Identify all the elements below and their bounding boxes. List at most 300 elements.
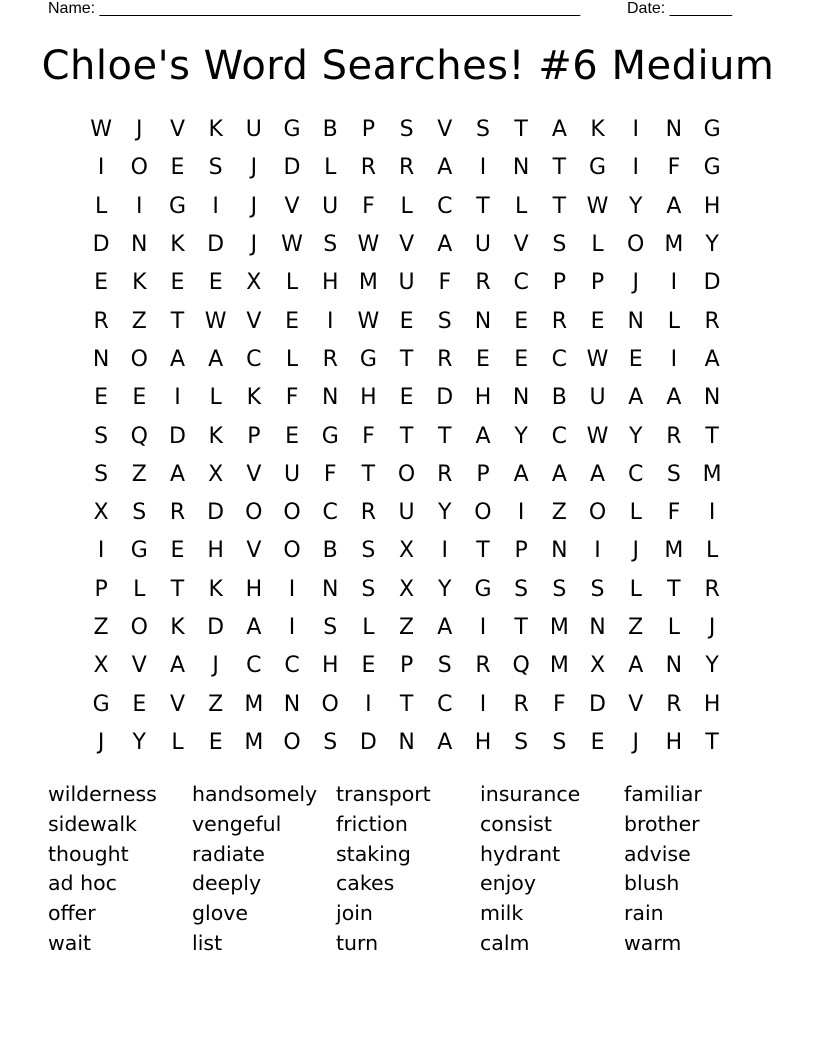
grid-letter: V xyxy=(437,117,453,143)
grid-row xyxy=(82,532,732,570)
grid-letter: E xyxy=(361,653,376,679)
grid-letter: K xyxy=(208,117,223,143)
grid-letter: U xyxy=(245,117,262,143)
grid-letter: A xyxy=(551,461,567,487)
grid-letter: Y xyxy=(438,576,452,602)
grid-letter: E xyxy=(628,346,643,372)
grid-letter: U xyxy=(398,270,415,296)
grid-letter: H xyxy=(703,193,721,219)
grid-letter: C xyxy=(551,423,568,449)
grid-row xyxy=(82,302,732,340)
grid-letter: T xyxy=(476,193,490,219)
grid-letter: M xyxy=(664,538,684,564)
grid-letter: R xyxy=(322,346,338,372)
grid-row xyxy=(82,724,732,762)
grid-letter: L xyxy=(591,232,604,258)
grid-letter: A xyxy=(246,615,262,640)
word-list-item: milk xyxy=(480,901,524,926)
grid-letter: K xyxy=(170,615,185,640)
grid-letter: D xyxy=(207,615,225,640)
grid-letter: S xyxy=(552,729,567,755)
grid-letter: H xyxy=(245,576,263,602)
grid-letter: V xyxy=(169,117,185,143)
grid-letter: M xyxy=(549,615,569,640)
grid-letter: Z xyxy=(93,615,109,640)
grid-letter: I xyxy=(97,155,105,181)
grid-letter: F xyxy=(438,270,452,296)
grid-letter: E xyxy=(285,308,299,334)
grid-letter: R xyxy=(475,653,491,679)
word-list-item: consist xyxy=(480,811,552,836)
grid-letter: G xyxy=(474,576,492,602)
word-list-item: vengeful xyxy=(192,811,282,836)
grid-letter: L xyxy=(171,729,184,755)
grid-letter: U xyxy=(283,461,301,487)
grid-letter: H xyxy=(703,691,721,717)
grid-letter: X xyxy=(93,500,109,526)
grid-letter: R xyxy=(666,691,682,717)
grid-letter: H xyxy=(207,538,224,564)
grid-letter: F xyxy=(667,500,681,526)
grid-letter: N xyxy=(512,385,530,411)
grid-letter: N xyxy=(512,155,530,181)
grid-letter: N xyxy=(703,385,721,411)
grid-letter: I xyxy=(288,615,296,640)
grid-letter: Y xyxy=(628,423,643,449)
word-list-item: blush xyxy=(624,871,680,896)
grid-letter: V xyxy=(246,308,262,334)
grid-letter: N xyxy=(551,538,568,564)
grid-letter: A xyxy=(513,461,529,487)
grid-letter: R xyxy=(437,461,453,487)
word-list-item: wait xyxy=(48,930,92,955)
grid-letter: K xyxy=(208,423,223,449)
grid-letter: A xyxy=(437,232,453,258)
grid-letter: U xyxy=(474,232,492,258)
grid-letter: F xyxy=(362,193,375,219)
grid-letter: G xyxy=(321,423,339,449)
word-list-item: turn xyxy=(336,930,379,955)
grid-letter: E xyxy=(208,729,223,755)
grid-letter: N xyxy=(665,653,683,679)
grid-letter: W xyxy=(586,346,609,372)
grid-letter: L xyxy=(705,538,719,564)
grid-letter: S xyxy=(94,423,109,449)
grid-letter: C xyxy=(246,653,262,679)
grid-letter: G xyxy=(283,117,301,143)
grid-letter: R xyxy=(437,346,453,372)
grid-letter: U xyxy=(589,385,606,411)
grid-letter: T xyxy=(552,193,567,219)
grid-letter: L xyxy=(629,500,642,526)
grid-letter: C xyxy=(437,193,453,219)
grid-letter: L xyxy=(133,576,146,602)
grid-letter: Y xyxy=(628,193,643,219)
grid-letter: J xyxy=(250,155,258,181)
grid-letter: T xyxy=(399,346,414,372)
grid-letter: N xyxy=(92,346,110,372)
grid-letter: S xyxy=(475,117,490,143)
grid-letter: I xyxy=(326,308,334,334)
grid-letter: L xyxy=(285,346,299,372)
grid-letter: C xyxy=(628,461,644,487)
grid-letter: Z xyxy=(131,308,147,334)
word-list-item: friction xyxy=(336,811,408,836)
grid-letter: T xyxy=(514,615,528,640)
grid-row xyxy=(82,188,732,226)
grid-letter: S xyxy=(361,576,376,602)
grid-letter: K xyxy=(246,385,262,411)
grid-letter: T xyxy=(361,461,376,487)
grid-letter: I xyxy=(670,346,678,372)
grid-row xyxy=(82,609,732,647)
grid-letter: P xyxy=(514,538,528,564)
grid-letter: A xyxy=(628,653,644,679)
grid-letter: F xyxy=(362,423,375,449)
grid-letter: E xyxy=(514,346,529,372)
grid-letter: E xyxy=(132,385,147,411)
grid-letter: R xyxy=(513,691,529,717)
grid-letter: D xyxy=(207,232,225,258)
grid-letter: S xyxy=(208,155,223,181)
grid-letter: L xyxy=(515,193,528,219)
grid-letter: Z xyxy=(628,615,644,640)
grid-letter: O xyxy=(283,729,301,755)
word-column xyxy=(48,780,192,959)
grid-letter: S xyxy=(323,615,338,640)
date-field[interactable]: Date: _______ xyxy=(627,0,732,17)
grid-letter: N xyxy=(131,232,148,258)
grid-letter: G xyxy=(703,155,721,181)
grid-letter: A xyxy=(208,346,224,372)
grid-letter: Z xyxy=(399,615,415,640)
grid-letter: I xyxy=(708,500,716,526)
grid-letter: P xyxy=(94,576,108,602)
grid-letter: I xyxy=(174,385,181,411)
grid-letter: V xyxy=(131,653,147,679)
grid-letter: S xyxy=(590,576,605,602)
grid-letter: K xyxy=(170,232,185,258)
grid-letter: G xyxy=(703,117,721,143)
grid-letter: R xyxy=(475,270,491,296)
grid-letter: S xyxy=(666,461,681,487)
grid-row xyxy=(82,226,732,264)
grid-letter: O xyxy=(474,500,492,526)
grid-letter: D xyxy=(703,270,721,296)
grid-letter: G xyxy=(359,346,377,372)
grid-letter: W xyxy=(586,193,609,219)
letter-grid xyxy=(82,111,732,762)
word-list-item: join xyxy=(336,901,373,926)
grid-letter: F xyxy=(323,461,337,487)
grid-letter: M xyxy=(244,691,264,717)
grid-letter: Y xyxy=(438,500,452,526)
grid-letter: I xyxy=(670,270,678,296)
grid-letter: J xyxy=(632,270,639,296)
grid-letter: S xyxy=(361,538,376,564)
word-list-item: list xyxy=(192,930,223,955)
word-list-item: staking xyxy=(336,841,411,866)
grid-row xyxy=(82,341,732,379)
grid-letter: I xyxy=(594,538,601,564)
grid-letter: A xyxy=(666,193,682,219)
grid-letter: S xyxy=(514,729,529,755)
grid-letter: L xyxy=(362,615,375,640)
grid-letter: O xyxy=(130,615,148,640)
grid-letter: S xyxy=(437,653,452,679)
grid-letter: X xyxy=(399,576,415,602)
word-list-item: advise xyxy=(624,841,691,866)
grid-letter: S xyxy=(132,500,147,526)
word-list-item: radiate xyxy=(192,841,265,866)
word-list-item: brother xyxy=(624,811,700,836)
grid-letter: H xyxy=(474,385,492,411)
word-list-item: insurance xyxy=(480,782,581,806)
grid-row xyxy=(82,685,732,723)
grid-letter: G xyxy=(130,538,148,564)
grid-letter: I xyxy=(136,193,143,219)
grid-letter: Z xyxy=(551,500,567,526)
grid-letter: Q xyxy=(130,423,148,449)
grid-letter: O xyxy=(130,155,148,181)
grid-row xyxy=(82,379,732,417)
word-list-item: deeply xyxy=(192,871,262,896)
grid-letter: T xyxy=(476,538,490,564)
grid-letter: L xyxy=(400,193,413,219)
grid-letter: L xyxy=(667,615,681,640)
grid-letter: V xyxy=(169,691,185,717)
grid-letter: D xyxy=(207,500,225,526)
grid-letter: R xyxy=(704,576,720,602)
word-list-item: glove xyxy=(192,901,248,926)
grid-letter: B xyxy=(322,538,338,564)
word-list-item: hydrant xyxy=(480,841,561,866)
grid-letter: N xyxy=(321,385,339,411)
word-list-item: transport xyxy=(336,782,431,806)
header-fields xyxy=(48,0,748,20)
word-list-item: familiar xyxy=(624,782,702,806)
grid-letter: A xyxy=(437,615,453,640)
grid-letter: S xyxy=(94,461,109,487)
grid-letter: V xyxy=(246,461,262,487)
grid-letter: I xyxy=(479,691,487,717)
word-list-item: cakes xyxy=(336,871,395,896)
grid-letter: F xyxy=(553,691,566,717)
grid-letter: P xyxy=(247,423,261,449)
grid-letter: Y xyxy=(132,729,146,755)
grid-letter: D xyxy=(589,691,606,717)
grid-letter: Z xyxy=(131,461,147,487)
grid-letter: R xyxy=(398,155,415,181)
grid-letter: O xyxy=(397,461,416,487)
grid-letter: C xyxy=(246,346,262,372)
grid-letter: W xyxy=(357,308,380,334)
word-list-item: sidewalk xyxy=(48,811,137,836)
grid-letter: R xyxy=(169,500,186,526)
grid-letter: L xyxy=(209,385,222,411)
grid-row xyxy=(82,417,732,455)
grid-letter: S xyxy=(399,117,414,143)
grid-letter: M xyxy=(358,270,378,296)
grid-letter: E xyxy=(170,155,185,181)
grid-letter: H xyxy=(321,270,339,296)
grid-letter: P xyxy=(476,461,490,487)
grid-letter: O xyxy=(283,500,301,526)
grid-letter: S xyxy=(323,729,338,755)
word-column xyxy=(192,780,336,959)
grid-letter: I xyxy=(517,500,525,526)
word-list-item: calm xyxy=(480,930,530,955)
grid-letter: Q xyxy=(512,653,530,679)
grid-letter: A xyxy=(666,385,682,411)
grid-letter: E xyxy=(170,270,185,296)
grid-letter: S xyxy=(514,576,529,602)
grid-letter: I xyxy=(288,576,296,602)
grid-letter: G xyxy=(168,193,186,219)
grid-letter: I xyxy=(632,117,639,143)
grid-letter: C xyxy=(322,500,338,526)
grid-letter: D xyxy=(436,385,454,411)
grid-letter: M xyxy=(244,729,264,755)
grid-row xyxy=(82,494,732,532)
grid-letter: U xyxy=(322,193,339,219)
grid-letter: F xyxy=(667,155,681,181)
grid-letter: I xyxy=(97,538,105,564)
grid-letter: E xyxy=(514,308,529,334)
grid-letter: A xyxy=(551,117,567,143)
grid-letter: A xyxy=(475,423,491,449)
grid-letter: R xyxy=(551,308,567,334)
grid-letter: V xyxy=(513,232,529,258)
grid-letter: Y xyxy=(705,232,719,258)
grid-row xyxy=(82,149,732,187)
grid-letter: T xyxy=(438,423,452,449)
grid-row xyxy=(82,111,732,149)
word-list-item: thought xyxy=(48,841,129,866)
grid-letter: T xyxy=(705,729,719,755)
grid-letter: H xyxy=(321,653,339,679)
grid-letter: X xyxy=(589,653,606,679)
grid-letter: T xyxy=(667,576,681,602)
grid-letter: E xyxy=(590,729,605,755)
grid-letter: A xyxy=(437,155,453,181)
grid-letter: S xyxy=(552,232,567,258)
grid-letter: I xyxy=(365,691,372,717)
grid-letter: N xyxy=(398,729,415,755)
grid-letter: W xyxy=(204,308,227,334)
grid-letter: E xyxy=(132,691,147,717)
grid-letter: P xyxy=(590,270,605,296)
grid-letter: T xyxy=(514,117,528,143)
grid-letter: C xyxy=(437,691,453,717)
grid-letter: K xyxy=(132,270,147,296)
grid-letter: L xyxy=(667,308,681,334)
grid-letter: S xyxy=(552,576,567,602)
grid-letter: B xyxy=(322,117,338,143)
grid-letter: G xyxy=(92,691,110,717)
grid-letter: C xyxy=(513,270,529,296)
grid-letter: W xyxy=(357,232,380,258)
grid-row xyxy=(82,571,732,609)
grid-letter: Z xyxy=(208,691,224,717)
grid-letter: T xyxy=(552,155,567,181)
grid-letter: E xyxy=(208,270,223,296)
grid-letter: I xyxy=(479,155,487,181)
name-field[interactable]: Name: ______________________________________________________ xyxy=(48,0,581,17)
grid-letter: O xyxy=(130,346,148,372)
grid-letter: X xyxy=(399,538,415,564)
grid-letter: B xyxy=(551,385,567,411)
grid-letter: T xyxy=(399,691,414,717)
grid-letter: O xyxy=(283,538,301,564)
grid-letter: T xyxy=(170,576,185,602)
word-list-item: rain xyxy=(624,901,664,926)
grid-letter: D xyxy=(283,155,301,181)
grid-letter: W xyxy=(586,423,609,449)
grid-letter: L xyxy=(324,155,337,181)
grid-letter: E xyxy=(476,346,490,372)
grid-letter: A xyxy=(169,461,185,487)
word-list xyxy=(48,780,768,959)
grid-letter: P xyxy=(552,270,566,296)
grid-row xyxy=(82,264,732,302)
grid-letter: E xyxy=(94,270,109,296)
grid-letter: K xyxy=(208,576,223,602)
word-column xyxy=(480,780,624,959)
grid-letter: A xyxy=(437,729,453,755)
grid-letter: P xyxy=(399,653,414,679)
grid-letter: N xyxy=(589,615,606,640)
grid-letter: X xyxy=(246,270,262,296)
grid-row xyxy=(82,456,732,494)
grid-letter: A xyxy=(628,385,644,411)
word-list-item: handsomely xyxy=(192,782,318,806)
grid-letter: E xyxy=(590,308,605,334)
grid-letter: D xyxy=(168,423,186,449)
word-list-item: wilderness xyxy=(48,782,157,806)
grid-letter: J xyxy=(97,729,105,755)
grid-letter: D xyxy=(359,729,377,755)
grid-letter: O xyxy=(245,500,263,526)
grid-letter: M xyxy=(549,653,569,679)
grid-letter: N xyxy=(321,576,339,602)
grid-letter: T xyxy=(170,308,185,334)
grid-letter: J xyxy=(708,615,716,640)
word-column xyxy=(624,780,768,959)
grid-letter: J xyxy=(212,653,219,679)
grid-letter: V xyxy=(399,232,415,258)
grid-letter: G xyxy=(589,155,607,181)
grid-letter: K xyxy=(590,117,605,143)
grid-letter: S xyxy=(437,308,452,334)
grid-letter: V xyxy=(284,193,300,219)
grid-letter: Y xyxy=(514,423,528,449)
word-list-item: warm xyxy=(624,930,682,955)
grid-letter: O xyxy=(627,232,645,258)
grid-letter: J xyxy=(136,117,143,143)
grid-letter: A xyxy=(169,346,185,372)
grid-letter: J xyxy=(632,729,639,755)
grid-letter: I xyxy=(479,615,487,640)
grid-letter: R xyxy=(93,308,109,334)
grid-letter: M xyxy=(702,461,722,487)
grid-letter: W xyxy=(281,232,303,258)
grid-letter: C xyxy=(284,653,300,679)
grid-letter: A xyxy=(704,346,720,372)
grid-letter: X xyxy=(93,653,109,679)
grid-letter: T xyxy=(399,423,414,449)
word-list-item: offer xyxy=(48,901,96,926)
